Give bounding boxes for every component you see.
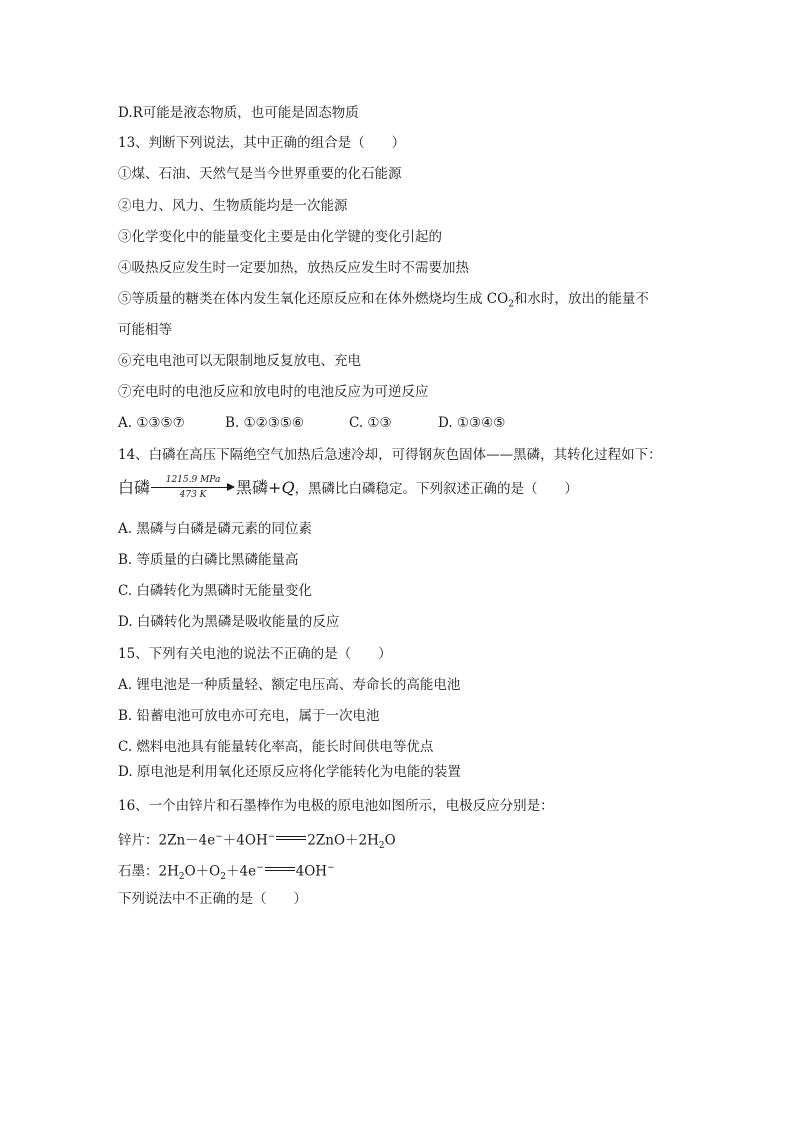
q13-option-a: A. ①③⑤⑦	[118, 415, 185, 431]
graphite-eq-electrons: ＋4e	[225, 863, 257, 880]
question-14: 14、白磷在高压下隔绝空气加热后急速冷却，可得钢灰色固体——黑磷，其转化过程如下：	[118, 447, 662, 463]
zinc-label: 锌片：	[118, 832, 159, 849]
statement-2: ②电力、风力、生物质能均是一次能源	[118, 198, 348, 214]
h2-subscript: 2	[178, 872, 185, 883]
graphite-eq-o: O＋O	[184, 863, 221, 880]
hydroxide-charge-2: −	[327, 863, 335, 873]
q15-option-a: A. 锂电池是一种质量轻、额定电压高、寿命长的高能电池	[118, 677, 461, 693]
water-subscript: 2	[378, 841, 385, 852]
q14-option-d: D. 白磷转化为黑磷是吸收能量的反应	[118, 614, 340, 630]
equals-sign	[275, 827, 307, 847]
statement-3: ③化学变化中的能量变化主要是由化学键的变化引起的	[118, 229, 442, 245]
graphite-electrode-equation	[118, 858, 335, 887]
arrow-condition-temperature: 473 K	[179, 490, 207, 500]
statement-1: ①煤、石油、天然气是当今世界重要的化石能源	[118, 166, 402, 182]
electron-charge-2: −	[256, 863, 264, 873]
arrow-condition-pressure: 1215.9 MPa	[165, 475, 221, 485]
statement-4: ④吸热反应发生时一定要加热，放热反应发生时不需要加热	[118, 260, 469, 276]
q14-option-a: A. 黑磷与白磷是磷元素的同位素	[118, 521, 312, 537]
question-16: 16、一个由锌片和石墨棒作为电极的原电池如图所示，电极反应分别是：	[118, 798, 554, 814]
graphite-eq-right: 4OH	[295, 863, 328, 880]
q13-option-d: D. ①③④⑤	[438, 415, 506, 431]
o2-subscript: 2	[220, 872, 226, 883]
zinc-eq-right: 2ZnO＋2H	[307, 832, 379, 849]
question-14-tail: ，黑磷比白磷稳定。下列叙述正确的是（ ）	[294, 481, 579, 497]
question-13-options	[118, 413, 505, 433]
white-phosphorus: 白磷	[118, 478, 151, 497]
graphite-eq-h: 2H	[158, 863, 179, 880]
statement-7: ⑦充电时的电池反应和放电时的电池反应为可逆反应	[118, 384, 429, 400]
q15-option-d: D. 原电池是利用氧化还原反应将化学能转化为电能的装置	[118, 764, 461, 780]
zinc-electrode-equation	[118, 827, 396, 856]
option-d-line: D.R可能是液态物质，也可能是固态物质	[118, 105, 359, 121]
equals-sign-2	[264, 858, 296, 878]
reaction-arrow	[151, 475, 235, 500]
statement-5	[118, 289, 649, 315]
zinc-eq-right-o: O	[384, 832, 396, 849]
q13-option-c: C. ①③	[349, 415, 392, 431]
zinc-eq-left: 2Zn－4e	[158, 832, 216, 849]
hydroxide-charge: −	[267, 832, 276, 842]
q14-option-c: C. 白磷转化为黑磷时无能量变化	[118, 583, 312, 599]
question-16-tail: 下列说法中不正确的是（ ）	[118, 891, 307, 907]
q14-option-b: B. 等质量的白磷比黑磷能量高	[118, 552, 299, 568]
electron-charge: −	[215, 832, 223, 842]
graphite-label: 石墨：	[118, 863, 159, 880]
co2-subscript: 2	[508, 299, 514, 310]
zinc-eq-hydroxide: ＋4OH	[222, 832, 268, 849]
statement-5-part-a: ⑤等质量的糖类在体内发生氧化还原反应和在体外燃烧均生成 CO	[118, 291, 509, 307]
question-14-equation	[118, 475, 579, 500]
q13-option-b: B. ①②③⑤⑥	[225, 415, 305, 431]
question-13: 13、判断下列说法，其中正确的组合是（ ）	[118, 135, 406, 151]
heat-q: +Q	[268, 478, 295, 497]
question-15: 15、下列有关电池的说法不正确的是（ ）	[118, 646, 392, 662]
q15-option-c: C. 燃料电池具有能量转化率高，能长时间供电等优点	[118, 739, 434, 755]
statement-5-continued: 可能相等	[118, 322, 172, 338]
statement-5-part-b: 和水时，放出的能量不	[513, 291, 649, 307]
black-phosphorus: 黑磷	[236, 478, 269, 497]
statement-6: ⑥充电电池可以无限制地反复放电、充电	[118, 353, 361, 369]
q15-option-b: B. 铅蓄电池可放电亦可充电，属于一次电池	[118, 708, 380, 724]
